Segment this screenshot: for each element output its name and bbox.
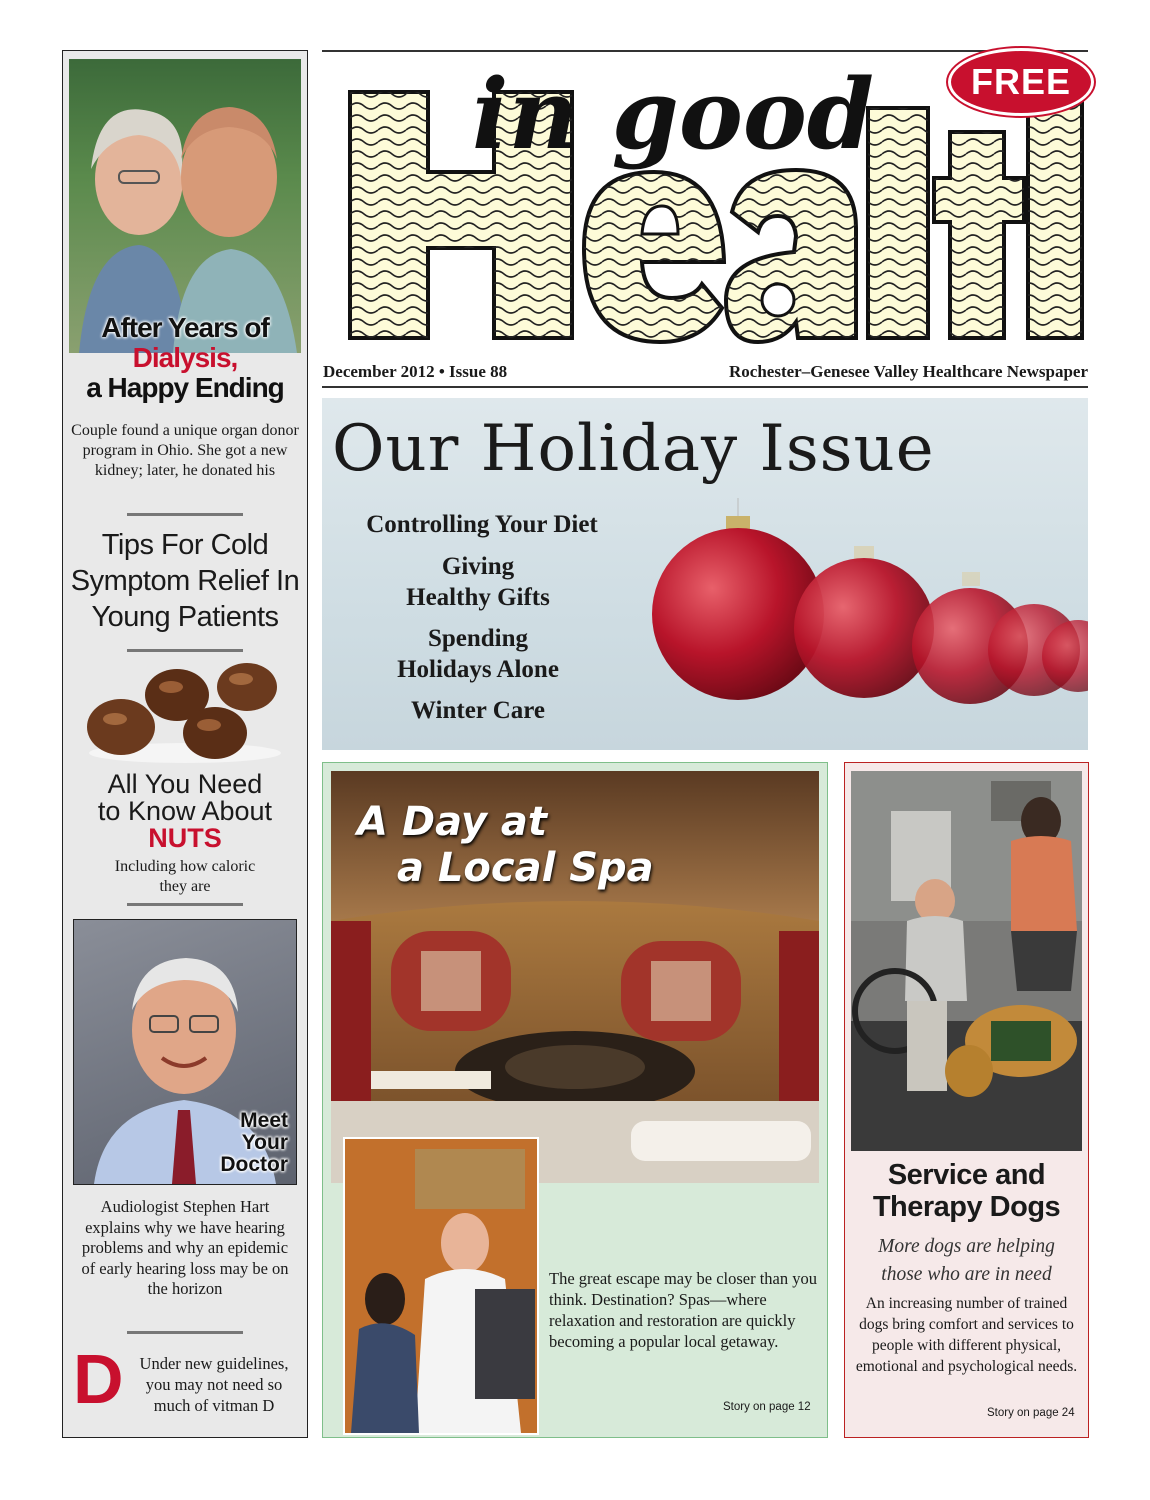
holiday-item-spending[interactable]: Spending <box>427 625 529 652</box>
spa-inset-photo[interactable] <box>343 1137 539 1435</box>
spa-body: The great escape may be closer than you think. Destination? Spas—where relaxation and restoration are quickly becoming a popular local getaway. <box>549 1269 818 1351</box>
dogs-headline-2[interactable]: Therapy Dogs <box>872 1191 1061 1223</box>
holiday-item-diet[interactable]: Controlling Your Diet <box>366 511 598 538</box>
free-badge: FREE <box>948 48 1094 116</box>
holiday-item-giving[interactable]: Giving <box>441 553 515 580</box>
nuts-headline-3[interactable]: NUTS <box>148 823 222 853</box>
couple-photo[interactable] <box>69 59 301 353</box>
doctor-photo[interactable] <box>73 919 297 1185</box>
dogs-story-ref[interactable]: Story on page 24 <box>987 1407 1075 1419</box>
spa-inset-art <box>345 1139 537 1433</box>
holiday-title[interactable]: Our Holiday Issue <box>332 412 935 486</box>
couple-photo-art <box>69 59 301 353</box>
dogs-subhead: More dogs are helping those who are in need <box>878 1236 1055 1285</box>
meet-doctor-badge-3: Doctor <box>220 1153 288 1176</box>
cold-tips-headline[interactable]: Tips For Cold Symptom Relief In Young Patients <box>70 529 300 633</box>
dialysis-body: Couple found a unique organ donor program in Ohio. She got a new kidney; later, he donated his <box>71 422 299 479</box>
issue-line <box>323 362 1088 384</box>
spa-story-ref[interactable]: Story on page 12 <box>723 1401 811 1413</box>
divider <box>127 903 243 906</box>
spa-title-line-1: A Day at <box>357 799 547 845</box>
spa-title-line-2: a Local Spa <box>397 845 654 891</box>
spa-title[interactable] <box>357 799 654 891</box>
ornaments-art <box>572 498 1088 750</box>
issue-date: December 2012 • Issue 88 <box>323 362 508 381</box>
nuts-headline-1[interactable]: All You Need <box>107 769 263 799</box>
vitamin-d-body: Under new guidelines, you may not need so much of vitman D <box>139 1354 289 1415</box>
dialysis-headline-1[interactable]: After Years of <box>101 312 269 343</box>
dogs-photo-art <box>851 771 1082 1151</box>
dogs-photo[interactable] <box>851 771 1082 1151</box>
chestnuts-photo[interactable] <box>77 657 293 767</box>
sidebar <box>62 50 308 1438</box>
masthead-script-text: in good <box>472 58 874 171</box>
masthead-bottom-rule <box>322 386 1088 388</box>
doctor-body: Audiologist Stephen Hart explains why we have hearing problems and why an epidemic of early hearing loss may be on the horizon <box>81 1197 289 1298</box>
divider <box>127 1331 243 1334</box>
dogs-body: An increasing number of trained dogs bring comfort and services to people with different physical, emotional and psychological needs. <box>855 1295 1078 1375</box>
spa-feature[interactable] <box>322 762 828 1438</box>
newspaper-tagline: Rochester–Genesee Valley Healthcare Newspaper <box>729 362 1088 381</box>
dogs-headline-1[interactable]: Service and <box>887 1159 1046 1191</box>
meet-doctor-badge-1: Meet <box>240 1109 288 1132</box>
dialysis-headline-2[interactable]: Dialysis, <box>132 342 238 373</box>
nuts-headline-2[interactable]: to Know About <box>97 796 273 826</box>
meet-doctor-badge-2: Your <box>241 1131 288 1154</box>
holiday-item-alone[interactable]: Holidays Alone <box>397 656 559 683</box>
holiday-item-gifts[interactable]: Healthy Gifts <box>406 584 550 611</box>
holiday-feature[interactable] <box>322 398 1088 750</box>
nuts-body: Including how caloric they are <box>114 858 256 895</box>
dialysis-headline-3[interactable]: a Happy Ending <box>86 372 284 403</box>
divider <box>127 649 243 652</box>
chestnuts-art <box>77 657 293 767</box>
vitamin-d-drop-cap[interactable]: D <box>73 1340 124 1418</box>
divider <box>127 513 243 516</box>
holiday-item-winter[interactable]: Winter Care <box>410 697 545 724</box>
dogs-feature[interactable] <box>844 762 1089 1438</box>
